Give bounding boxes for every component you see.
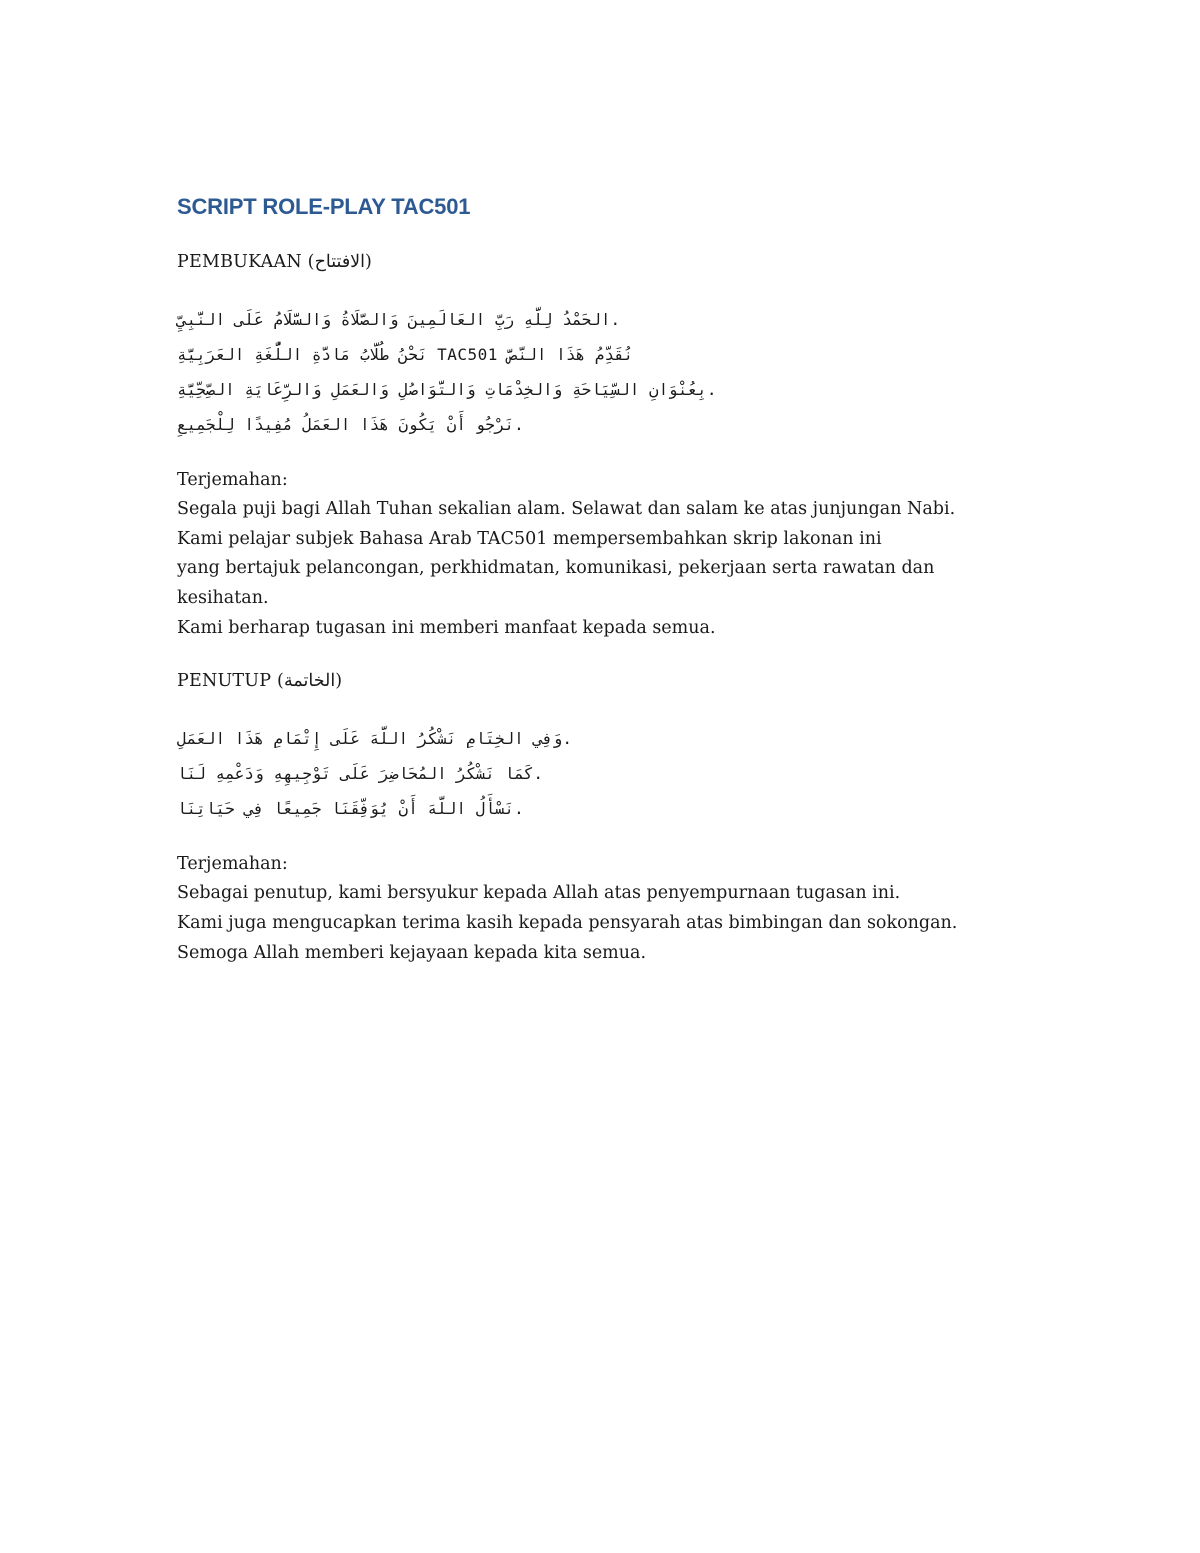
document-title: SCRIPT ROLE-PLAY TAC501	[177, 194, 471, 219]
opening-translation-line: Kami pelajar subjek Bahasa Arab TAC501 mempersembahkan skrip lakonan ini	[177, 528, 882, 549]
closing-translation-label: Terjemahan:	[177, 853, 288, 874]
opening-arabic-line: نَرْجُو أَنْ يَكُونَ هَذَا العَمَلُ مُفِيدًا لِلْجَمِيعِ.	[177, 414, 524, 434]
closing-arabic-line: نَسْأَلُ اللَّهَ أَنْ يُوَفِّقَنَا جَمِيعًا فِي حَيَاتِنَا.	[177, 798, 524, 818]
closing-arabic-line: وَفِي الخِتَامِ نَشْكُرُ اللَّهَ عَلَى إِتْمَامِ هَذَا العَمَلِ.	[177, 728, 572, 748]
opening-arabic-text	[177, 302, 1037, 442]
closing-arabic-line: كَمَا نَشْكُرُ المُحَاضِرَ عَلَى تَوْجِيهِهِ وَدَعْمِهِ لَنَا.	[177, 763, 544, 783]
opening-translation-line: Segala puji bagi Allah Tuhan sekalian alam. Selawat dan salam ke atas junjungan Nabi.	[177, 499, 956, 520]
closing-arabic-text	[177, 721, 1037, 826]
opening-arabic-line: الحَمْدُ لِلَّهِ رَبِّ العَالَمِينَ وَالصَّلَاةُ وَالسَّلَامُ عَلَى النَّبِيِّ.	[177, 309, 621, 329]
opening-translation-label: Terjemahan:	[177, 469, 288, 490]
opening-translation-line: yang bertajuk pelancongan, perkhidmatan, komunikasi, pekerjaan serta rawatan dan	[177, 558, 935, 579]
closing-translation-line: Kami juga mengucapkan terima kasih kepada pensyarah atas bimbingan dan sokongan.	[177, 912, 958, 933]
closing-translation-line: Semoga Allah memberi kejayaan kepada kita semua.	[177, 942, 647, 963]
opening-translation-line: Kami berharap tugasan ini memberi manfaat kepada semua.	[177, 617, 716, 638]
opening-heading: PEMBUKAAN (الافتتاح)	[177, 252, 373, 272]
opening-arabic-line: بِعُنْوَانِ السِّيَاحَةِ وَالخِدْمَاتِ وَالتَّوَاصُلِ وَالعَمَلِ وَالرِّعَايَةِ الصِّحِّيَّةِ.	[177, 379, 717, 399]
closing-heading: PENUTUP (الخاتمة)	[177, 671, 343, 692]
document-body	[177, 190, 1037, 992]
closing-translation	[177, 850, 1037, 968]
closing-translation-line: Sebagai penutup, kami bersyukur kepada Allah atas penyempurnaan tugasan ini.	[177, 883, 901, 904]
opening-arabic-line: نَحْنُ طُلَّابُ مَادَّةِ اللُّغَةِ العَرَبِيَّةِ TAC501 نُقَدِّمُ هَذَا النَّصَّ	[177, 344, 634, 364]
opening-translation-line: kesihatan.	[177, 587, 269, 608]
opening-translation	[177, 466, 1037, 644]
